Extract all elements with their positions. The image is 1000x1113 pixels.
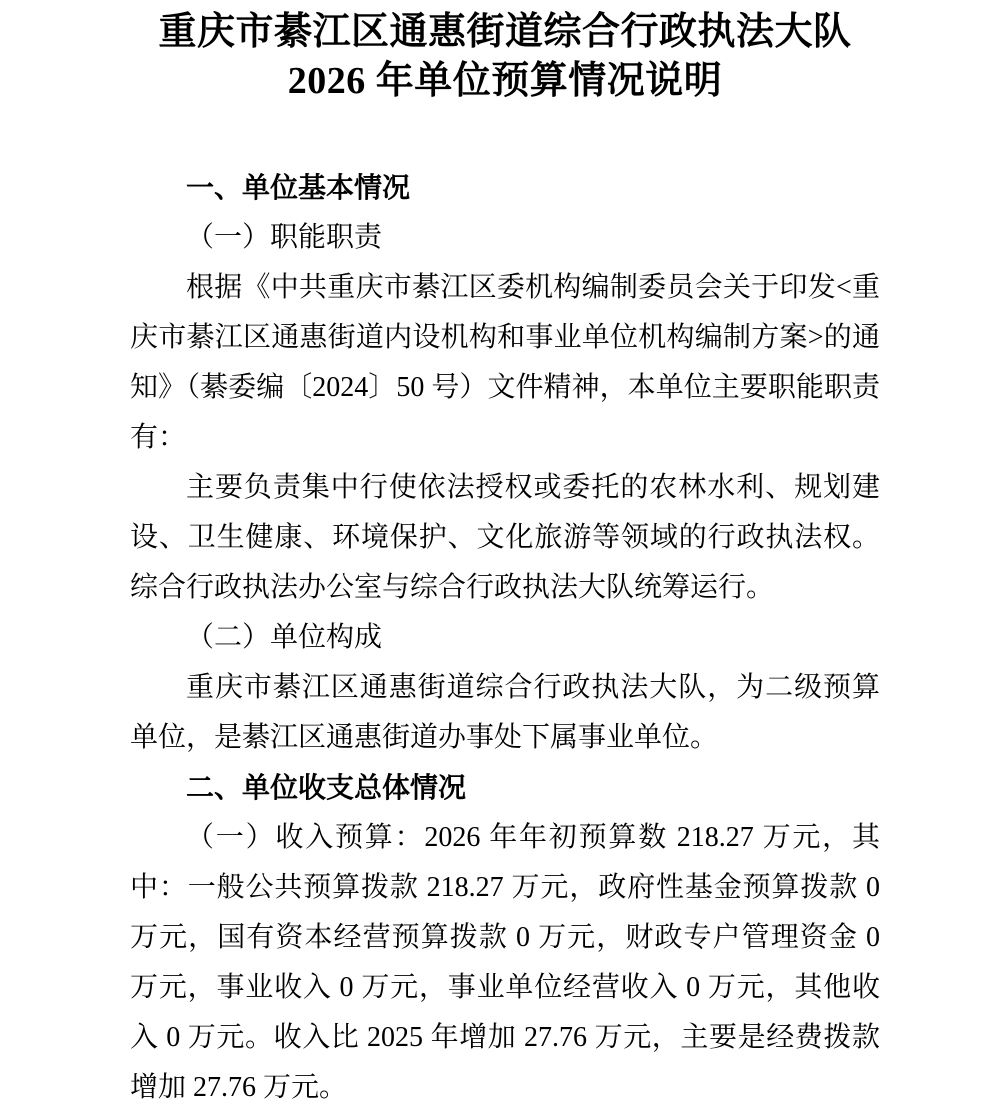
paragraph: （一）收入预算：2026 年年初预算数 218.27 万元，其中：一般公共预算拨款 218.27 万元，政府性基金预算拨款 0 万元，国有资本经营预算拨款 0 万元，财政专户管理资金 0 万元，事业收入 0 万元，事业单位经营收入 0 万元，其他收入 0 万元。收入比 2025 年增加 27.76 万元，主要是经费拨款增加 27.76 万元。 xyxy=(130,822,880,1103)
section-subheading: （二）单位构成 xyxy=(186,622,383,653)
document-title-line2: 2026 年单位预算情况说明 xyxy=(287,60,723,102)
document-body xyxy=(130,163,880,1113)
document-title xyxy=(130,8,880,106)
section-heading: 二、单位收支总体情况 xyxy=(186,772,467,803)
paragraph: 根据《中共重庆市綦江区委机构编制委员会关于印发<重庆市綦江区通惠街道内设机构和事业单位机构编制方案>的通知》（綦委编〔2024〕50 号）文件精神，本单位主要职能职责有： xyxy=(130,272,880,453)
paragraph: 主要负责集中行使依法授权或委托的农林水利、规划建设、卫生健康、环境保护、文化旅游等领域的行政执法权。综合行政执法办公室与综合行政执法大队统筹运行。 xyxy=(130,472,880,603)
document-title-line1: 重庆市綦江区通惠街道综合行政执法大队 xyxy=(158,11,852,53)
section-subheading: （一）职能职责 xyxy=(186,222,383,253)
section-heading: 一、单位基本情况 xyxy=(186,172,411,203)
paragraph: 重庆市綦江区通惠街道综合行政执法大队，为二级预算单位，是綦江区通惠街道办事处下属事业单位。 xyxy=(130,672,880,753)
